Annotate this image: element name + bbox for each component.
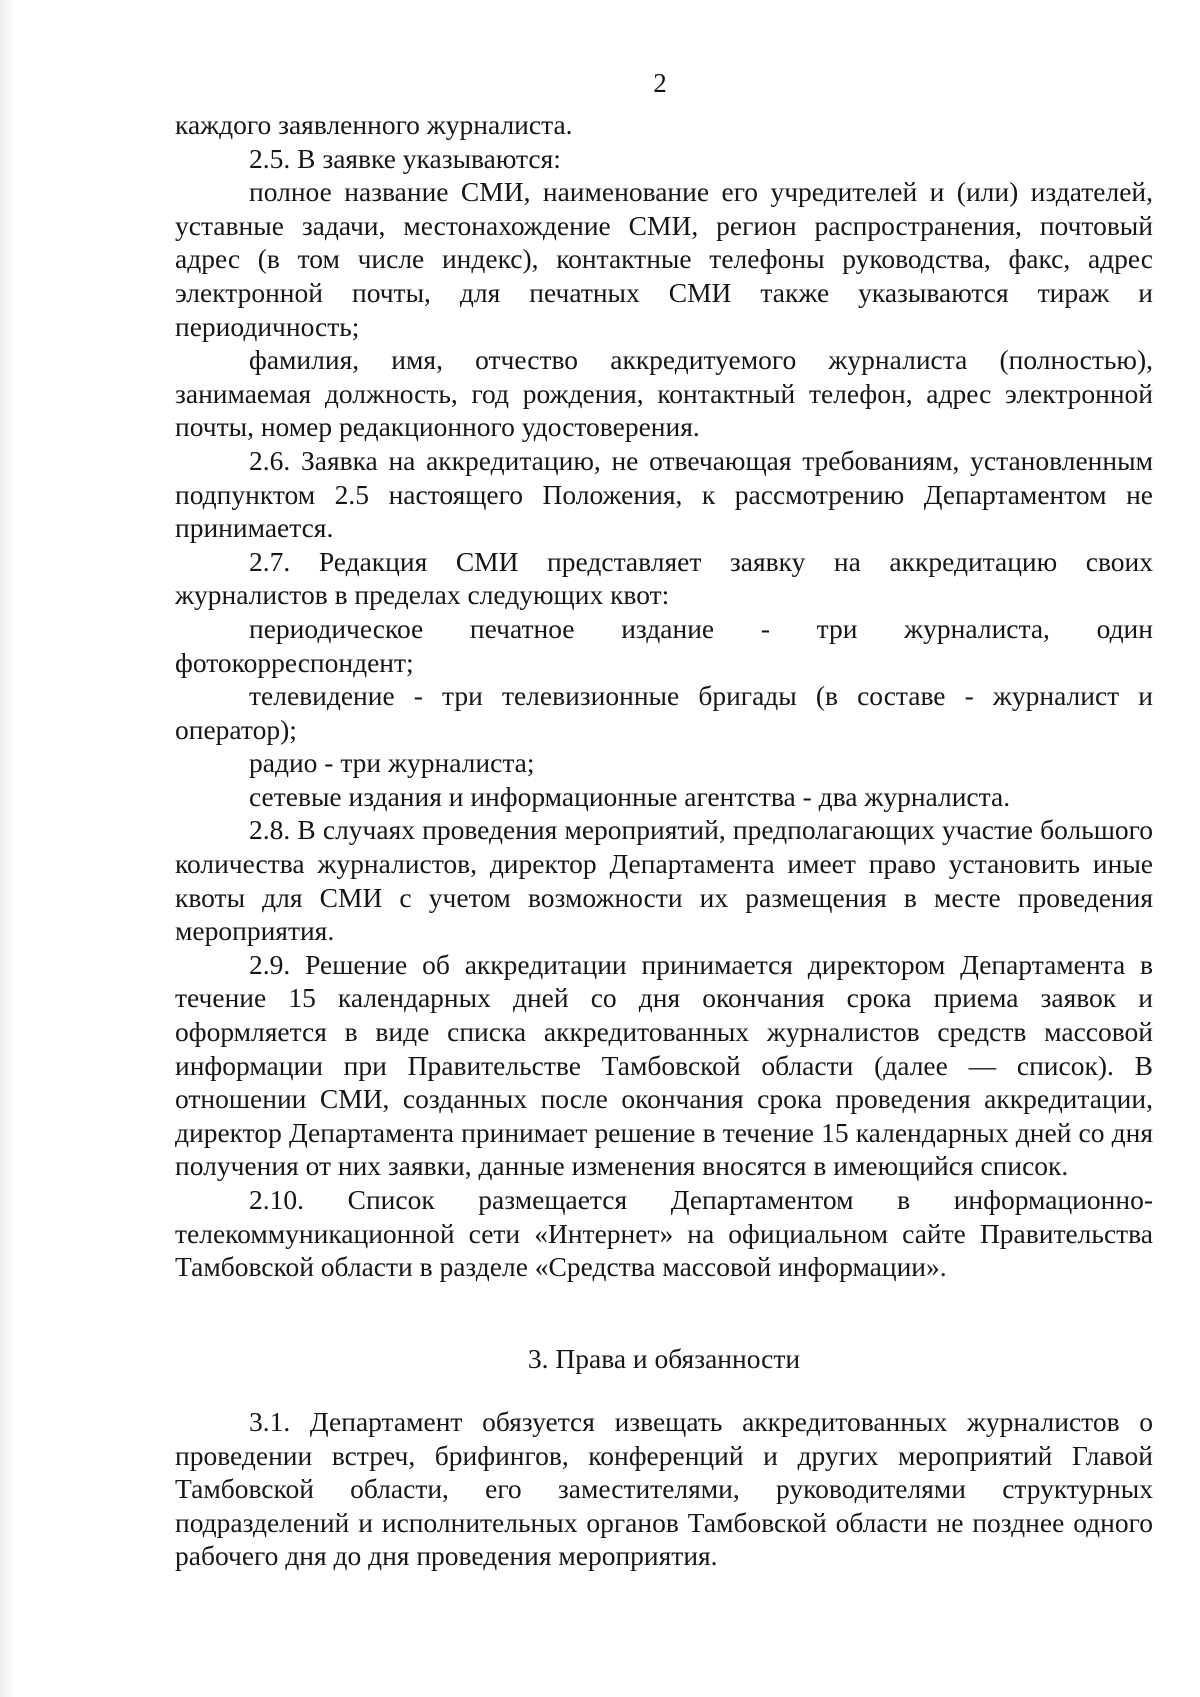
- paragraph-2-10: 2.10. Список размещается Департаментом в информационно-телекоммуникационной сети «Интернет» на официальном сайте Правительства Тамбовской области в разделе «Средства массовой информации».: [175, 1184, 1153, 1283]
- paragraph-2-7-quota-print: периодическое печатное издание - три журналиста, один фотокорреспондент;: [175, 612, 1153, 678]
- paragraph-2-5-item-journalist: фамилия, имя, отчество аккредитуемого журналиста (полностью), занимаемая должность, год рождения, контактный телефон, адрес электронной почты, номер редакционного удостоверения.: [175, 344, 1153, 443]
- section-3-body: [175, 1405, 1153, 1573]
- paragraph-2-9: 2.9. Решение об аккредитации принимается директором Департамента в течение 15 календарных дней со дня окончания срока приема заявок и оформляется в виде списка аккредитованных журналистов средств массовой информации при Правительстве Тамбовской области (далее — список). В отношении СМИ, созданных после окончания срока проведения аккредитации, директор Департамента принимает решение в течение 15 календарных дней со дня получения от них заявки, данные изменения вносятся в имеющийся список.: [175, 948, 1153, 1182]
- paragraph-2-8: 2.8. В случаях проведения мероприятий, предполагающих участие большого количества журналистов, директор Департамента имеет право установить иные квоты для СМИ с учетом возможности их размещения в месте проведения мероприятия.: [175, 814, 1153, 947]
- paragraph-2-5: 2.5. В заявке указываются:: [249, 142, 561, 174]
- paragraph-2-7: 2.7. Редакция СМИ представляет заявку на аккредитацию своих журналистов в пределах следующих квот:: [175, 545, 1153, 611]
- section-2-body: [175, 108, 1153, 1284]
- paragraph-2-7-quota-tv: телевидение - три телевизионные бригады (в составе - журналист и оператор);: [175, 680, 1153, 745]
- paragraph-2-7-quota-radio: радио - три журналиста;: [249, 747, 535, 779]
- section-3-heading: 3. Права и обязанности: [527, 1343, 801, 1374]
- paragraph-continuation: каждого заявленного журналиста.: [175, 109, 573, 140]
- page-number: 2: [653, 68, 667, 98]
- paragraph-2-5-item-media: полное название СМИ, наименование его учредителей и (или) издателей, уставные задачи, местонахождение СМИ, регион распространения, почтовый адрес (в том числе индекс), контактные телефоны руководства, факс, адрес электронной почты, для печатных СМИ также указываются тираж и периодичность;: [175, 176, 1153, 342]
- paragraph-2-7-quota-online: сетевые издания и информационные агентства - два журналиста.: [249, 780, 1011, 812]
- paragraph-2-6: 2.6. Заявка на аккредитацию, не отвечающая требованиям, установленным подпунктом 2.5 настоящего Положения, к рассмотрению Департаментом не принимается.: [175, 444, 1153, 544]
- paragraph-3-1: 3.1. Департамент обязуется извещать аккредитованных журналистов о проведении встреч, брифингов, конференций и других мероприятий Главой Тамбовской области, его заместителями, руководителями структурных подразделений и исполнительных органов Тамбовской области не позднее одного рабочего дня до дня проведения мероприятия.: [175, 1406, 1153, 1572]
